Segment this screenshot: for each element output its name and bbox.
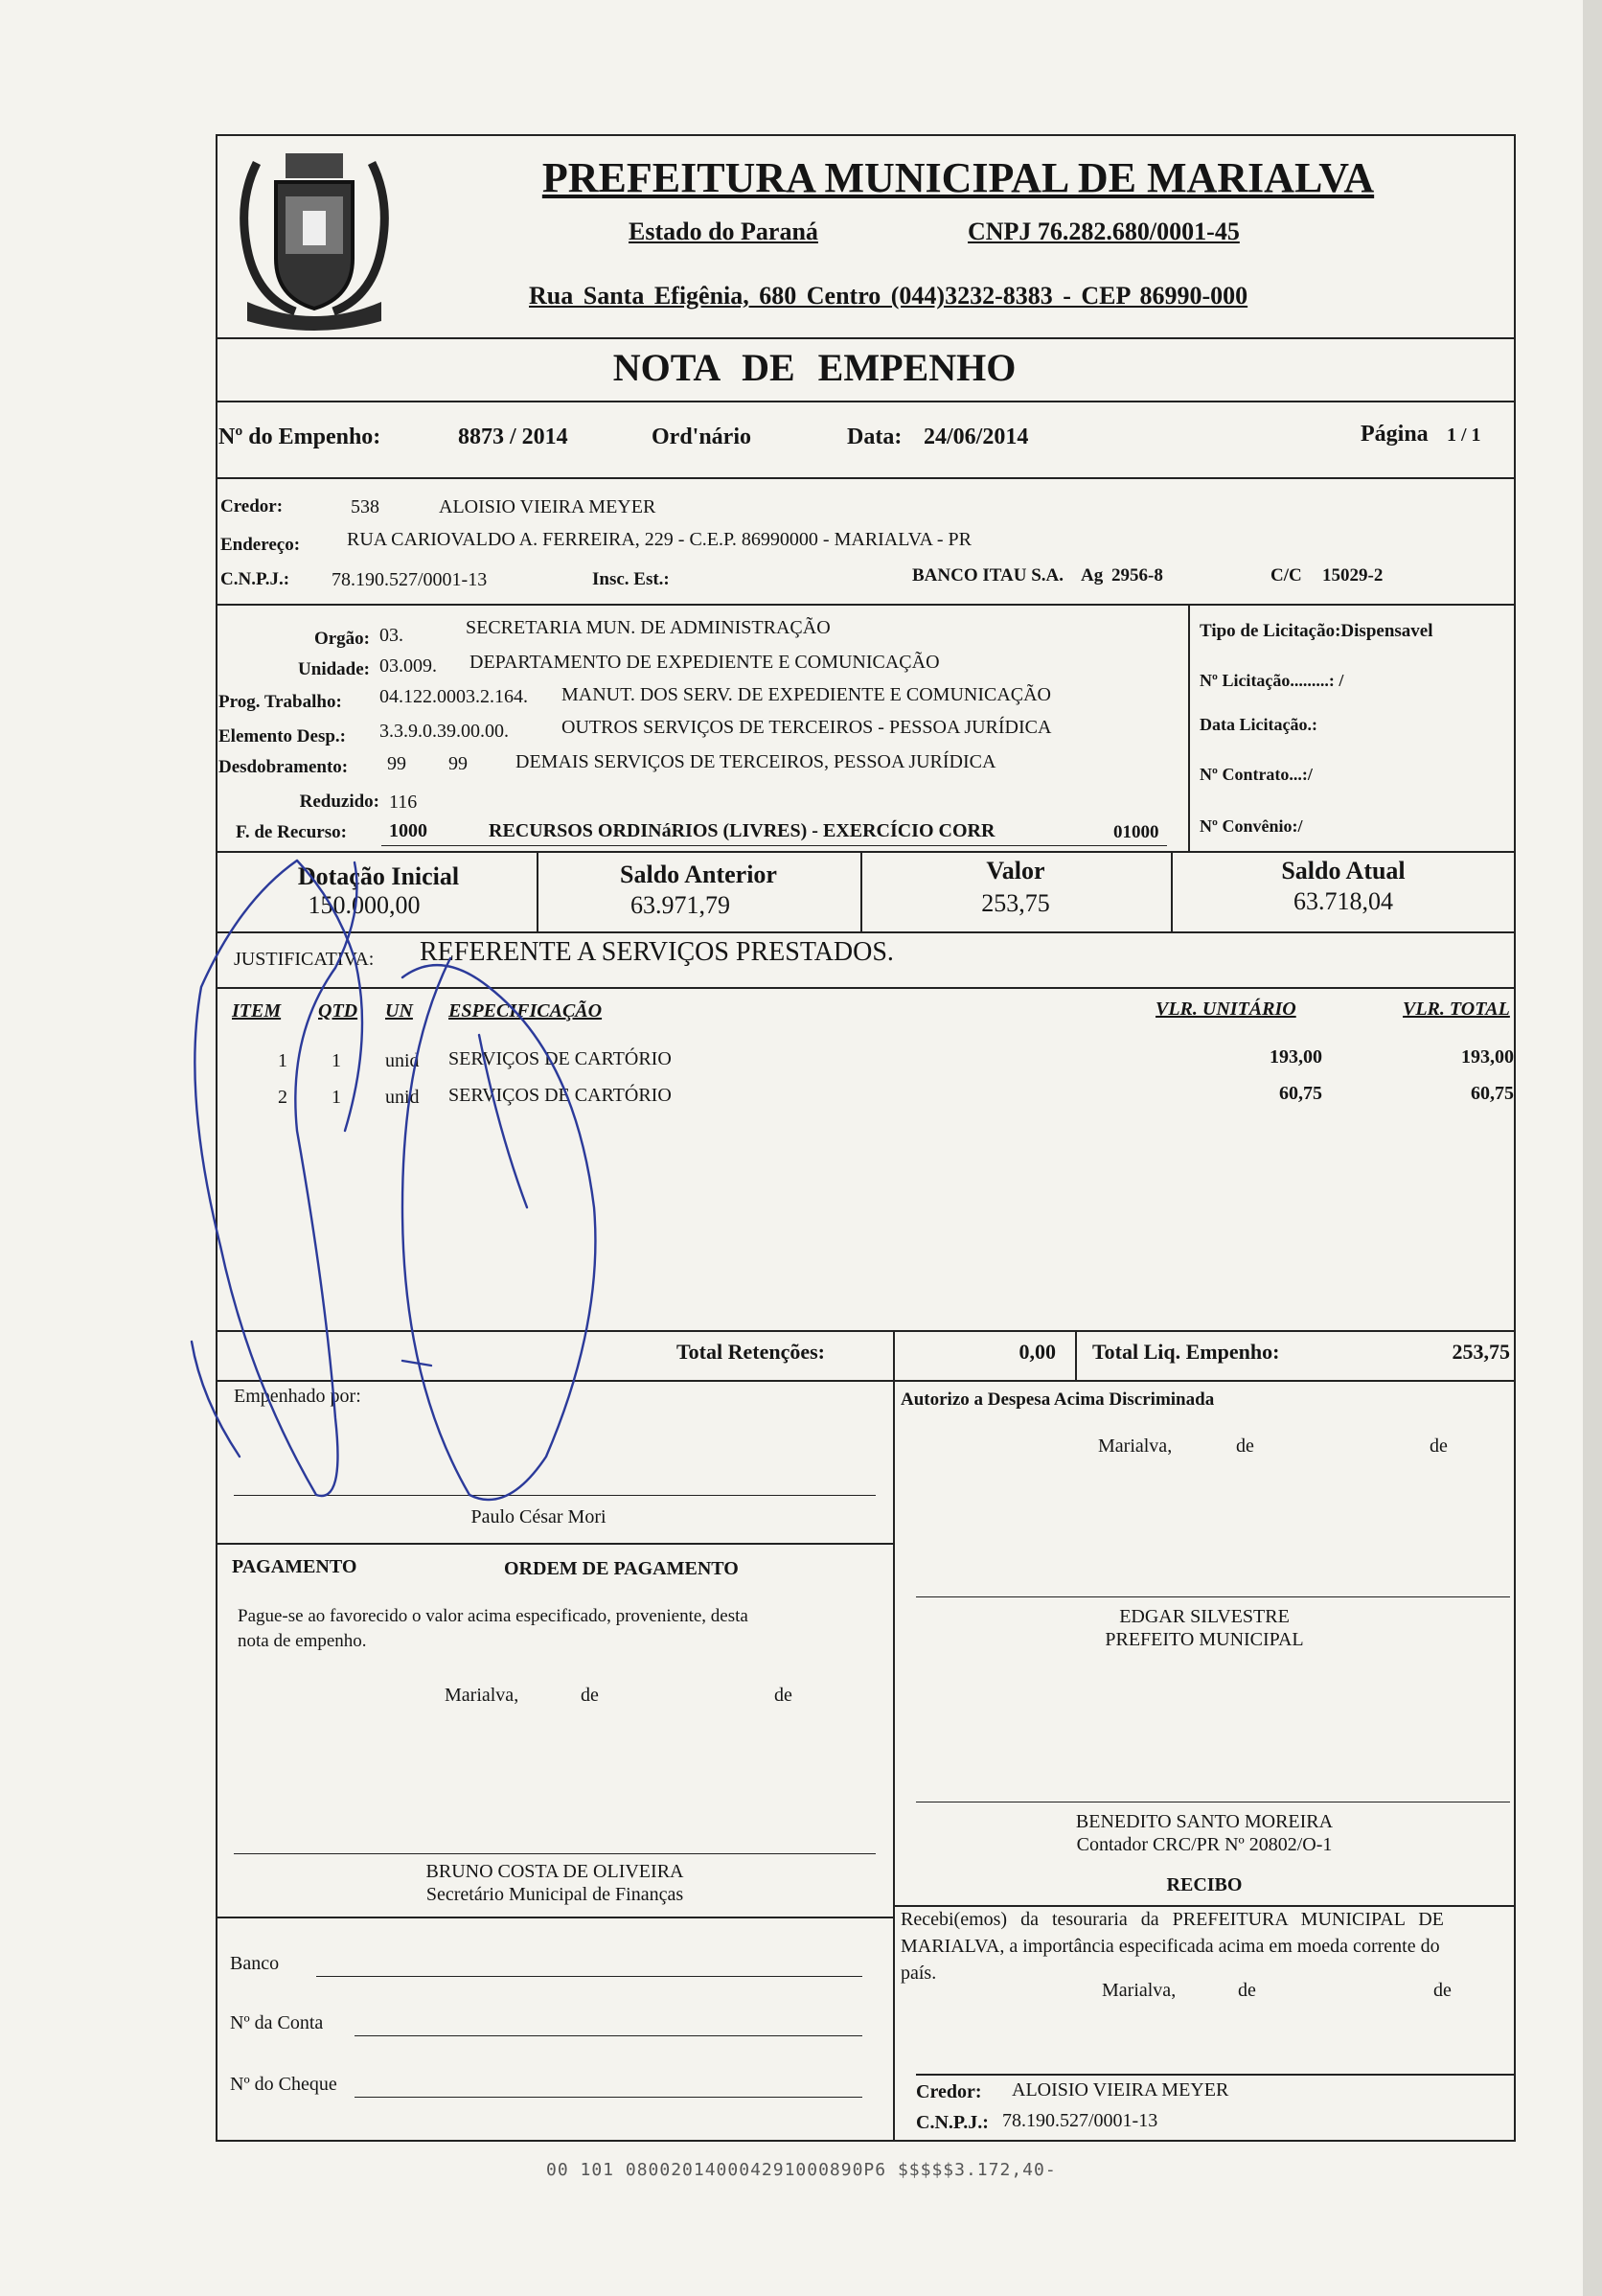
empenhado-por-label: Empenhado por: (234, 1386, 361, 1407)
reduzido-label: Reduzido: (299, 792, 379, 812)
recibo-credor-name: ALOISIO VIEIRA MEYER (1012, 2079, 1229, 2101)
prefeitura-cnpj: CNPJ 76.282.680/0001-45 (968, 218, 1240, 245)
page-number-label: Página (1361, 422, 1429, 447)
desdobramento-code-1: 99 (387, 753, 406, 774)
justificativa-text: REFERENTE A SERVIÇOS PRESTADOS. (420, 937, 894, 967)
credor-label: Credor: (220, 496, 284, 517)
col-un: UN (385, 1000, 413, 1022)
conta-corrente-number: 15029-2 (1322, 565, 1384, 585)
unidade-label: Unidade: (298, 659, 370, 679)
page-title: PREFEITURA MUNICIPAL DE MARIALVA (541, 154, 1375, 201)
item-2-un: unid (385, 1087, 420, 1108)
col-vlr-total: VLR. TOTAL (1403, 999, 1510, 1020)
elemento-despesa-label: Elemento Desp.: (218, 726, 346, 746)
document-title: NOTA DE EMPENHO (612, 346, 1017, 389)
credor-endereco: RUA CARIOVALDO A. FERREIRA, 229 - C.E.P. 86990000 - MARIALVA - PR (347, 529, 972, 550)
data-licitacao: Data Licitação.: (1200, 715, 1317, 734)
prefeito-role: PREFEITO MUNICIPAL (1105, 1629, 1304, 1650)
local-data-recibo-city: Marialva, (1102, 1980, 1177, 2001)
micr-line: 00 101 080020140004291000890P6 $$$$$3.172,40- (546, 2160, 1057, 2180)
local-data-recibo-de2: de (1433, 1980, 1452, 2001)
contador-name: BENEDITO SANTO MOREIRA (1075, 1811, 1334, 1832)
desdobramento-label: Desdobramento: (218, 757, 349, 777)
autorizo-despesa: Autorizo a Despesa Acima Discriminada (901, 1389, 1215, 1410)
item-1-qtd: 1 (332, 1050, 341, 1071)
conta-field-line[interactable] (355, 2035, 862, 2036)
credor-cnpj: 78.190.527/0001-13 (332, 569, 488, 590)
recibo-cnpj: 78.190.527/0001-13 (1002, 2110, 1158, 2131)
local-data-1-de1: de (1236, 1435, 1254, 1457)
item-2-espec: SERVIÇOS DE CARTÓRIO (448, 1085, 672, 1106)
secretario-role: Secretário Municipal de Finanças (425, 1884, 684, 1905)
justificativa-label: JUSTIFICATIVA: (234, 949, 375, 970)
total-liquido-label: Total Liq. Empenho: (1092, 1340, 1280, 1364)
dotacao-inicial-label: Dotação Inicial (297, 862, 460, 890)
unidade-name: DEPARTAMENTO DE EXPEDIENTE E COMUNICAÇÃO (469, 652, 940, 673)
reduzido-value: 116 (389, 792, 418, 813)
banco-name: BANCO ITAU S.A. (912, 565, 1064, 585)
page-number: 1 / 1 (1447, 425, 1481, 446)
recibo-credor-label: Credor: (916, 2081, 982, 2102)
handwritten-signature (182, 843, 632, 1533)
conta-field-label: Nº da Conta (230, 2012, 324, 2033)
unidade-code: 03.009. (379, 655, 437, 677)
elemento-despesa-name: OUTROS SERVIÇOS DE TERCEIROS - PESSOA JURÍDICA (561, 717, 1052, 738)
orgao-code: 03. (379, 625, 403, 646)
item-1-un: unid (385, 1050, 420, 1071)
local-data-1-de2: de (1430, 1435, 1448, 1457)
saldo-anterior-value: 63.971,79 (630, 891, 730, 919)
prefeito-name: EDGAR SILVESTRE (1119, 1606, 1290, 1627)
address-line: Rua Santa Efigênia, 680 Centro (044)3232-8383 - CEP 86990-000 (529, 282, 1248, 310)
credor-name: ALOISIO VIEIRA MEYER (439, 496, 656, 517)
pagamento-text-line-2: nota de empenho. (238, 1631, 367, 1651)
tipo-licitacao: Tipo de Licitação:Dispensavel (1200, 621, 1433, 641)
ordem-pagamento-title: ORDEM DE PAGAMENTO (504, 1558, 739, 1579)
item-1-number: 1 (278, 1050, 287, 1071)
conta-corrente-label: C/C (1270, 565, 1302, 585)
banco-field-label: Banco (230, 1953, 280, 1974)
desdobramento-name: DEMAIS SERVIÇOS DE TERCEIROS, PESSOA JURÍDICA (515, 751, 996, 772)
valor-value: 253,75 (981, 889, 1050, 917)
numero-licitacao: Nº Licitação.........: / (1200, 671, 1344, 690)
saldo-atual-value: 63.718,04 (1293, 887, 1393, 915)
recibo-title: RECIBO (1166, 1874, 1243, 1895)
item-2-vlr-unitario: 60,75 (1279, 1083, 1322, 1104)
valor-label: Valor (986, 857, 1045, 884)
recibo-text-line-2: MARIALVA, a importância especificada acima em moeda corrente do (901, 1936, 1440, 1957)
contador-role: Contador CRC/PR Nº 20802/O-1 (1076, 1834, 1333, 1855)
saldo-anterior-label: Saldo Anterior (620, 861, 777, 888)
page-edge-shadow (1583, 0, 1602, 2296)
fonte-recurso-number: 01000 (1113, 822, 1159, 842)
empenho-date: 24/06/2014 (924, 425, 1029, 449)
col-especificacao: ESPECIFICAÇÃO (448, 1000, 603, 1022)
cheque-field-label: Nº do Cheque (230, 2074, 337, 2095)
agencia-number: 2956-8 (1111, 565, 1163, 585)
banco-field-line[interactable] (316, 1976, 862, 1977)
empenhado-por-name: Paulo César Mori (470, 1506, 606, 1527)
item-2-qtd: 1 (332, 1087, 341, 1108)
dotacao-inicial-value: 150.000,00 (308, 891, 421, 919)
saldo-atual-label: Saldo Atual (1281, 857, 1406, 884)
recibo-text-line-3: país. (901, 1963, 937, 1984)
empenho-date-label: Data: (847, 425, 903, 449)
empenho-number: 8873 / 2014 (458, 425, 568, 449)
agencia-label: Ag (1081, 565, 1104, 585)
prog-trabalho-code: 04.122.0003.2.164. (379, 686, 528, 707)
local-data-pagamento-de2: de (774, 1685, 792, 1706)
item-2-vlr-total: 60,75 (1471, 1083, 1514, 1104)
insc-est-label: Insc. Est.: (592, 569, 670, 589)
prog-trabalho-label: Prog. Trabalho: (218, 692, 342, 712)
pagamento-title: PAGAMENTO (232, 1556, 357, 1577)
total-retencoes-label: Total Retenções: (676, 1340, 825, 1364)
col-vlr-unitario: VLR. UNITÁRIO (1156, 999, 1296, 1020)
coat-of-arms-emblem (218, 144, 410, 335)
cnpj-label: C.N.P.J.: (220, 569, 290, 589)
endereco-label: Endereço: (220, 535, 301, 555)
item-1-espec: SERVIÇOS DE CARTÓRIO (448, 1048, 672, 1069)
total-liquido-value: 253,75 (1452, 1340, 1510, 1364)
cheque-field-line[interactable] (355, 2097, 862, 2098)
recibo-text-line-1: Recebi(emos) da tesouraria da PREFEITURA MUNICIPAL DE (901, 1909, 1444, 1930)
fonte-recurso-name: RECURSOS ORDINáRIOS (LIVRES) - EXERCÍCIO CORR (489, 820, 996, 841)
recibo-cnpj-label: C.N.P.J.: (916, 2112, 989, 2133)
state-name: Estado do Paraná (629, 218, 818, 245)
item-2-number: 2 (278, 1087, 287, 1108)
secretario-name: BRUNO COSTA DE OLIVEIRA (425, 1861, 684, 1882)
prog-trabalho-name: MANUT. DOS SERV. DE EXPEDIENTE E COMUNICAÇÃO (561, 684, 1051, 705)
numero-convenio: Nº Convênio:/ (1200, 816, 1303, 836)
fonte-recurso-code: 1000 (389, 820, 427, 841)
local-data-1-city: Marialva, (1098, 1435, 1173, 1457)
fonte-recurso-label: F. de Recurso: (236, 822, 347, 842)
desdobramento-code-2: 99 (448, 753, 468, 774)
item-1-vlr-unitario: 193,00 (1270, 1046, 1322, 1068)
elemento-despesa-code: 3.3.9.0.39.00.00. (379, 721, 509, 742)
pagamento-text-line-1: Pague-se ao favorecido o valor acima especificado, proveniente, desta (238, 1606, 748, 1626)
orgao-label: Orgão: (313, 629, 370, 649)
numero-contrato: Nº Contrato...:/ (1200, 765, 1313, 784)
item-1-vlr-total: 193,00 (1461, 1046, 1514, 1068)
empenho-number-label: Nº do Empenho: (218, 425, 381, 449)
col-qtd: QTD (318, 1000, 358, 1022)
credor-code: 538 (351, 496, 379, 517)
col-item: ITEM (232, 1000, 282, 1022)
empenho-type: Ord'nário (652, 425, 752, 449)
orgao-name: SECRETARIA MUN. DE ADMINISTRAÇÃO (466, 617, 831, 638)
local-data-pagamento-city: Marialva, (445, 1685, 519, 1706)
total-retencoes-value: 0,00 (1018, 1340, 1056, 1364)
local-data-pagamento-de1: de (581, 1685, 599, 1706)
local-data-recibo-de1: de (1238, 1980, 1256, 2001)
